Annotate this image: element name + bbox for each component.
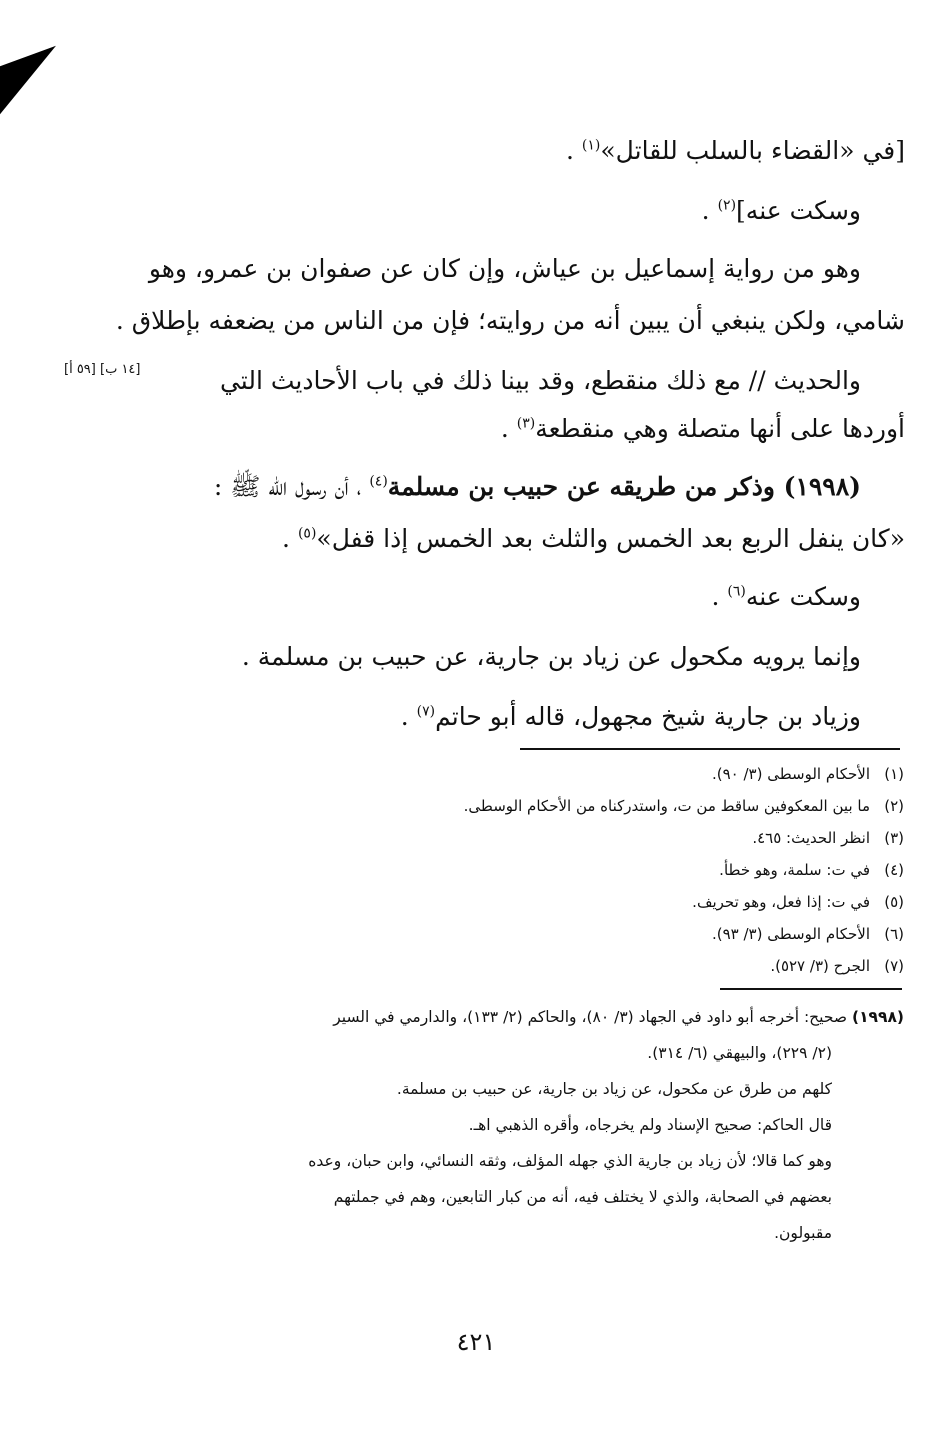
commentary-line-1: (١٩٩٨) صحيح: أخرجه أبو داود في الجهاد (٣/ ٨٠)، والحاكم (٢/ ١٣٣)، والدارمي في السير bbox=[333, 1008, 904, 1026]
text-line-1: [في «القضاء بالسلب للقاتل»$^{(١)}$ . bbox=[566, 136, 905, 165]
text-line-6: أوردها على أنها متصلة وهي منقطعة$^{(٣)}$ . bbox=[500, 414, 905, 443]
commentary-line-5: وهو كما قالا؛ لأن زياد بن جارية الذي جهله المؤلف، وثقه النسائي، وابن حبان، وعده bbox=[308, 1152, 832, 1170]
commentary-line-7: مقبولون. bbox=[774, 1224, 832, 1242]
text-line-4: شامي، ولكن ينبغي أن يبين أنه من روايته؛ فإن من الناس من يضعفه بإطلاق . bbox=[115, 306, 905, 335]
footnote-5: (٥)في ت: إذا فعل، وهو تحريف. bbox=[692, 893, 904, 911]
footnote-4: (٤)في ت: سلمة، وهو خطأ. bbox=[719, 861, 904, 879]
commentary-line-4: قال الحاكم: صحيح الإسناد ولم يخرجاه، وأقره الذهبي اهـ. bbox=[468, 1116, 832, 1134]
corner-page-mark bbox=[0, 46, 56, 114]
text-line-11: وزياد بن جارية شيخ مجهول، قاله أبو حاتم$^{(٧)}$ . bbox=[400, 702, 861, 731]
page-number: ٤٢١ bbox=[456, 1328, 496, 1356]
footnote-6: (٦)الأحكام الوسطى (٣/ ٩٣). bbox=[711, 925, 904, 943]
commentary-line-3: كلهم من طرق عن مكحول، عن زياد بن جارية، عن حبيب بن مسلمة. bbox=[396, 1080, 832, 1098]
text-line-5: والحديث // مع ذلك منقطع، وقد بينا ذلك في باب الأحاديث التي bbox=[219, 366, 861, 395]
hadith-quote: «كان ينفل الربع بعد الخمس والثلث بعد الخمس إذا قفل»$^{(٥)}$ . bbox=[282, 524, 905, 553]
footnote-2: (٢)ما بين المعكوفين ساقط من ت، واستدركناه من الأحكام الوسطى. bbox=[463, 797, 904, 815]
text-line-2: وسكت عنه]$^{(٢)}$ . bbox=[701, 196, 861, 225]
margin-manuscript-note: [١٤ ب] [٥٩ أ] bbox=[64, 362, 141, 377]
footnote-divider bbox=[520, 748, 900, 750]
text-line-10: وإنما يرويه مكحول عن زياد بن جارية، عن حبيب بن مسلمة . bbox=[241, 642, 861, 671]
text-line-3: وهو من رواية إسماعيل بن عياش، وإن كان عن صفوان بن عمرو، وهو bbox=[148, 254, 861, 283]
footnote-1: (١)الأحكام الوسطى (٣/ ٩٠). bbox=[711, 765, 904, 783]
commentary-line-2: (٢/ ٢٢٩)، والبيهقي (٦/ ٣١٤). bbox=[647, 1044, 832, 1062]
hadith-1998-line: (١٩٩٨) وذكر من طريقه عن حبيب بن مسلمة$^{(٤)}$ ، أن رسول الله ﷺ : bbox=[213, 472, 861, 501]
text-line-9: وسكت عنه$^{(٦)}$ . bbox=[711, 582, 861, 611]
commentary-line-6: بعضهم في الصحابة، والذي لا يختلف فيه، أنه من كبار التابعين، وهم في جملتهم bbox=[333, 1188, 832, 1206]
footnote-7: (٧)الجرح (٣/ ٥٢٧). bbox=[770, 957, 904, 975]
footnote-3: (٣)انظر الحديث: ٤٦٥. bbox=[752, 829, 904, 847]
commentary-divider bbox=[720, 988, 902, 990]
